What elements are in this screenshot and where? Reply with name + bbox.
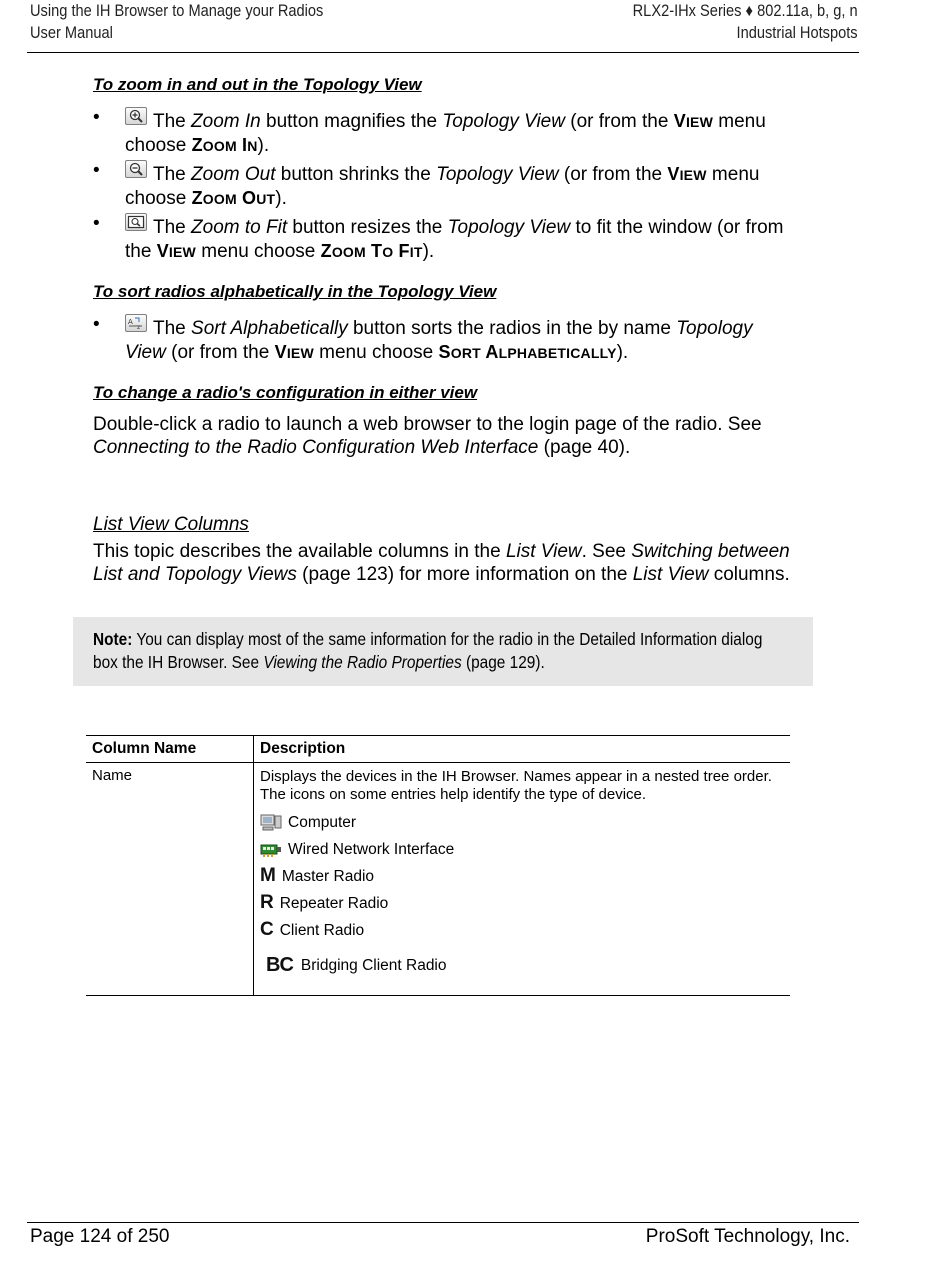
svg-text:z: z [137,324,141,331]
config-procedure-title: To change a radio's configuration in either view [93,383,478,402]
type-item-repeater-radio: R Repeater Radio [260,892,389,913]
zoom-to-fit-item: • The Zoom to Fit button resizes the Topology View to fit the window (or from the VIEW menu choose ZOOM TO FIT). [93,213,784,262]
master-radio-icon: M [260,865,276,886]
description-header: Description [254,736,791,763]
list-view-columns-heading: List View Columns [93,514,249,535]
list-view-columns-table [86,735,790,996]
switching-views-link[interactable]: Switching between List and Topology Views [93,541,790,585]
type-item-wired-network: Wired Network Interface [260,837,784,859]
company-name: ProSoft Technology, Inc. [645,1226,850,1247]
row-column-name: Name [86,763,254,996]
sort-item: • A z The Sort Alphabetically button sorts the radios in the by name Topology View (or from the VIEW menu choose SORT ALPHABETICALLY). [93,314,753,363]
main-content [93,74,793,586]
table-row [86,763,790,996]
note-box: Note: You can display most of the same information for the radio in the Detailed Information dialog box the IH Browser. See Viewing the Radio Properties (page 129). [73,617,813,686]
row-description-text: Displays the devices in the IH Browser. Names appear in a nested tree order. The icons on some entries help identify the type of device. [260,768,772,803]
svg-text:A: A [128,318,133,326]
note-label: Note: [93,629,133,649]
zoom-in-item: • The Zoom In button magnifies the Topology View (or from the VIEW menu choose ZOOM IN). [93,107,766,156]
header-chapter: Using the IH Browser to Manage your Radios [30,1,324,20]
page-header-left [30,0,323,44]
page-header-right [633,0,858,44]
zoom-list [93,107,793,263]
client-radio-icon: C [260,919,274,940]
bridging-client-icon: BC [266,954,293,976]
type-item-master-radio: M Master Radio [260,865,375,886]
type-item-client-radio: C Client Radio [260,919,365,940]
sort-alphabetically-icon [125,314,147,332]
radio-properties-link[interactable]: Viewing the Radio Properties [263,652,462,672]
zoom-to-fit-icon [125,213,147,231]
zoom-in-icon [125,107,147,125]
list-view-intro: This topic describes the available columns in the List View. See Switching between List and Topology Views (page 123) for more information on the List View columns. [93,541,790,585]
computer-icon [260,814,282,832]
zoom-procedure-title: To zoom in and out in the Topology View [93,75,422,94]
config-paragraph: Double-click a radio to launch a web browser to the login page of the radio. See Connecting to the Radio Configuration Web Interface (page 40). [93,414,762,458]
header-product: RLX2-IHx Series ♦ 802.11a, b, g, n [633,1,858,20]
wired-network-icon [260,843,282,859]
header-doc-type: User Manual [30,23,113,42]
zoom-out-icon [125,160,147,178]
zoom-out-item: • The Zoom Out button shrinks the Topology View (or from the VIEW menu choose ZOOM OUT). [93,160,760,209]
header-product-sub: Industrial Hotspots [736,23,858,42]
type-item-bridging-client: BC Bridging Client Radio [260,945,784,975]
page-number: Page 124 of 250 [30,1226,170,1247]
sort-procedure-title: To sort radios alphabetically in the Topology View [93,282,497,301]
header-divider [27,52,859,53]
repeater-radio-icon: R [260,892,274,913]
footer-divider [27,1222,859,1223]
sort-list [93,314,793,364]
config-page-link[interactable]: Connecting to the Radio Configuration Web Interface [93,436,539,458]
table-header-row [86,736,790,763]
column-name-header: Column Name [86,736,254,763]
row-description [254,763,791,996]
type-item-computer: Computer [260,810,784,832]
